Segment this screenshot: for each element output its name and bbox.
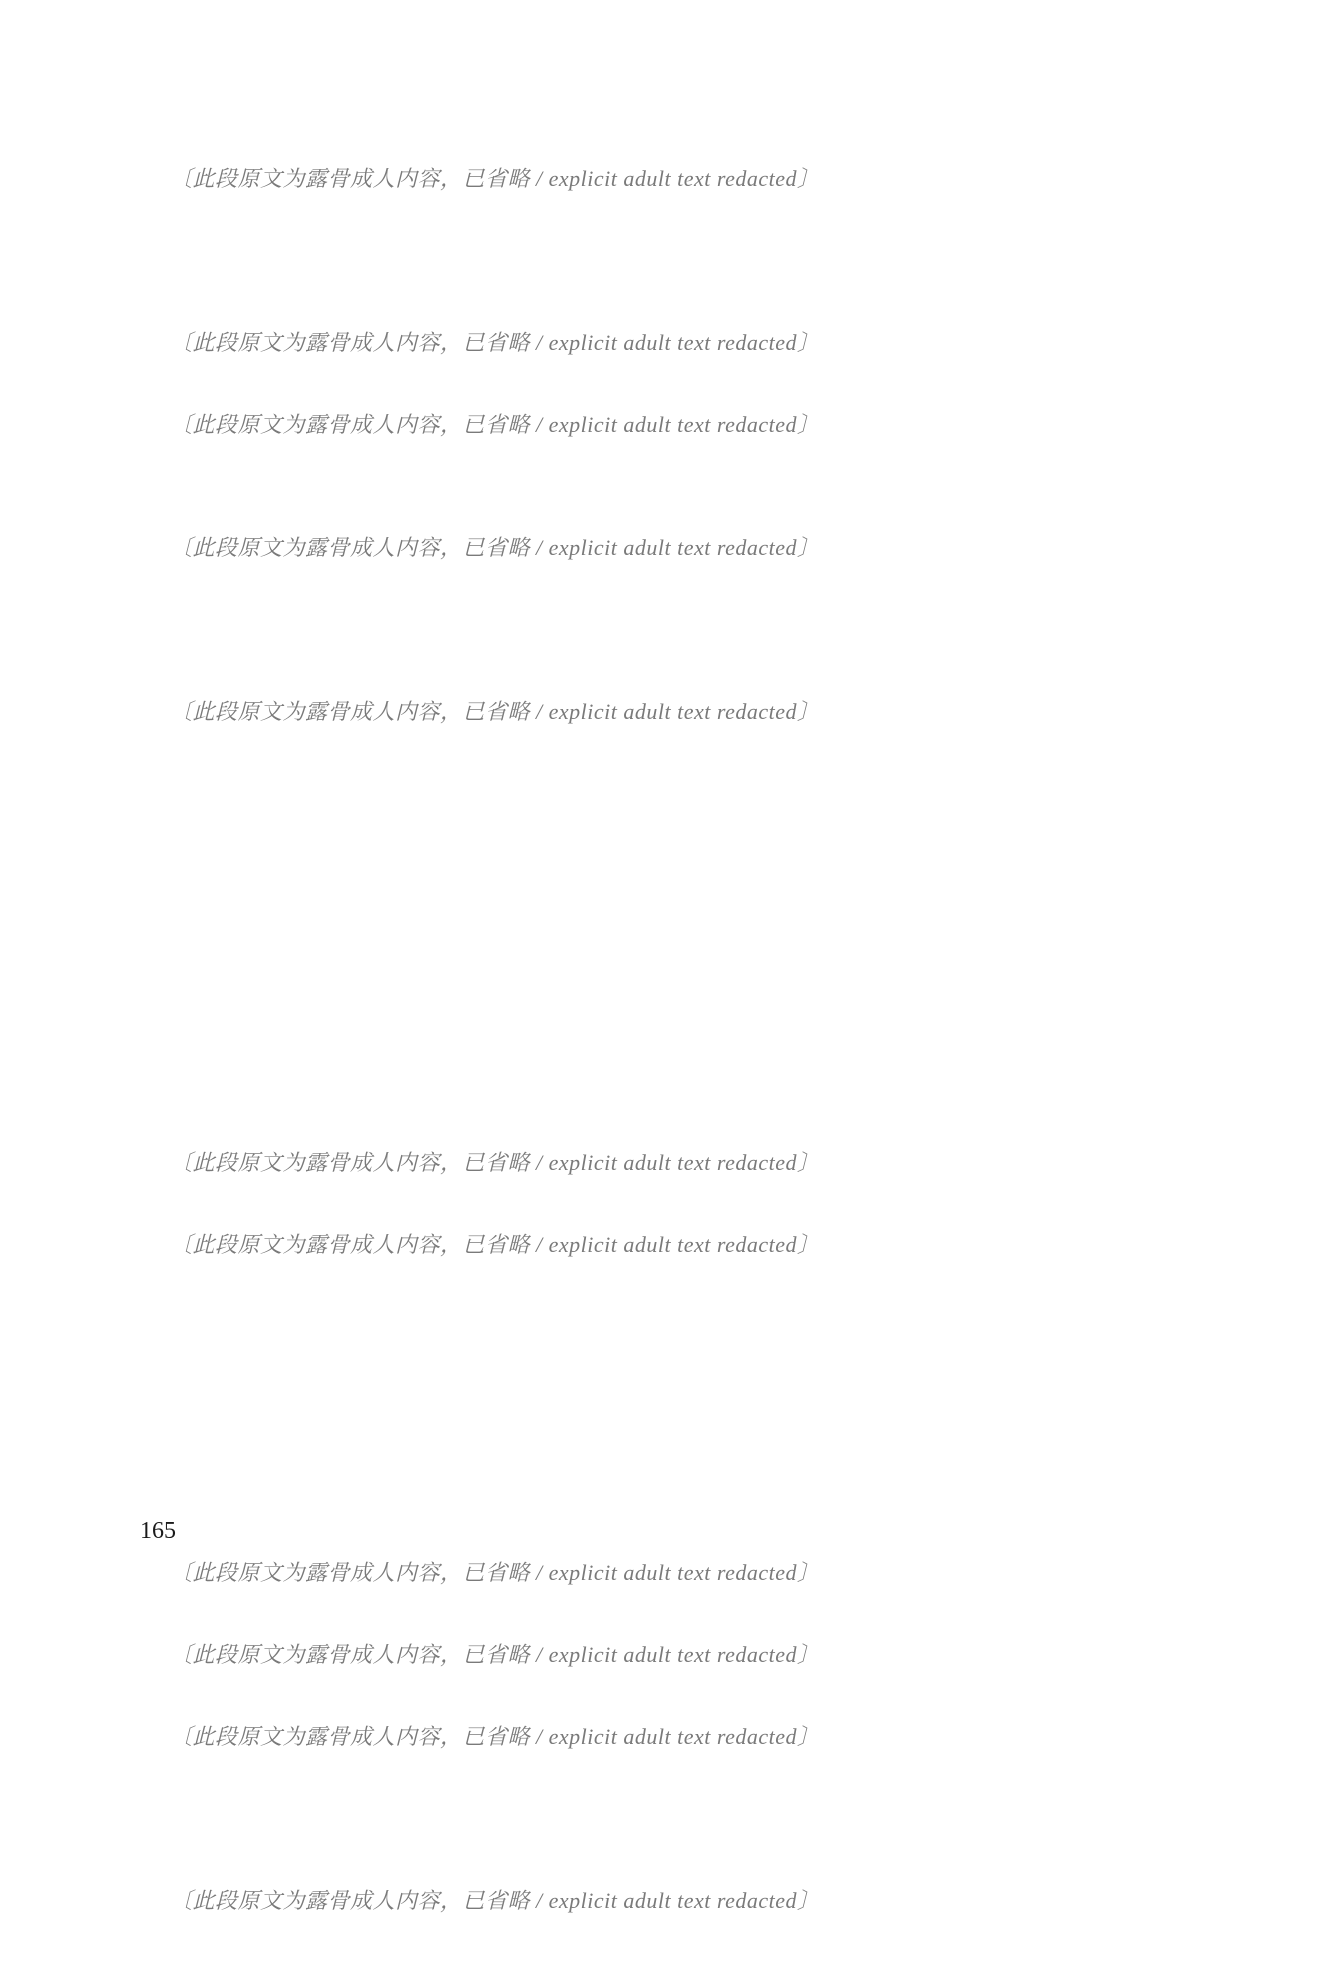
paragraph-narration-1: 〔此段原文为露骨成人内容，已省略 / explicit adult text redacted〕 <box>170 535 820 560</box>
paragraph-narration-2: 〔此段原文为露骨成人内容，已省略 / explicit adult text redacted〕 <box>170 699 820 724</box>
paragraph-dialogue-3: 〔此段原文为露骨成人内容，已省略 / explicit adult text redacted〕 <box>170 1150 820 1175</box>
paragraph-narration-4: 〔此段原文为露骨成人内容，已省略 / explicit adult text redacted〕 <box>170 1724 820 1749</box>
paragraph-dialogue-5: 〔此段原文为露骨成人内容，已省略 / explicit adult text redacted〕 <box>170 1642 820 1667</box>
paragraph-dialogue-6: 〔此段原文为露骨成人内容，已省略 / explicit adult text redacted〕 <box>170 1888 820 1913</box>
paragraph-sound-effect: 〔此段原文为露骨成人内容，已省略 / explicit adult text redacted〕 <box>170 330 820 355</box>
paragraph-narration-3: 〔此段原文为露骨成人内容，已省略 / explicit adult text redacted〕 <box>170 1232 820 1257</box>
text-body <box>170 158 1156 1962</box>
paragraph-dialogue-2: 〔此段原文为露骨成人内容，已省略 / explicit adult text redacted〕 <box>170 412 820 437</box>
paragraph-dialogue-1: 〔此段原文为露骨成人内容，已省略 / explicit adult text redacted〕 <box>170 166 820 191</box>
page-number: 165 <box>140 1518 176 1544</box>
paragraph-dialogue-4: 〔此段原文为露骨成人内容，已省略 / explicit adult text redacted〕 <box>170 1560 820 1585</box>
